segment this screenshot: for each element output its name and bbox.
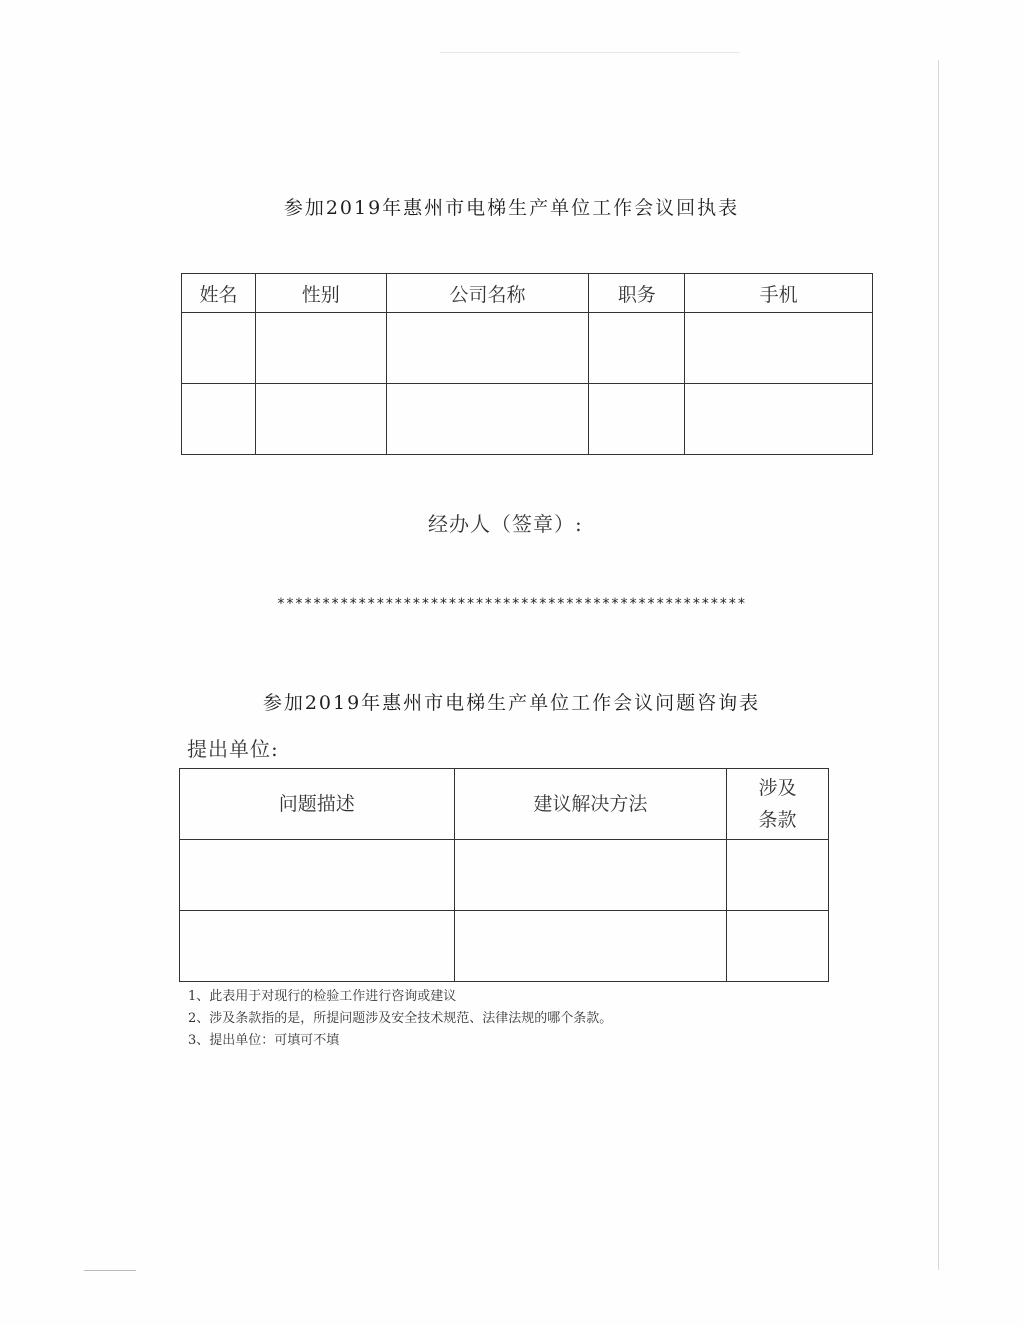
empty-cell[interactable] [727,911,829,982]
empty-cell[interactable] [180,911,455,982]
header-related-clause-line1: 涉及 [758,777,797,799]
header-phone: 手机 [685,274,873,313]
notes [188,986,612,1052]
header-issue-description: 问题描述 [180,769,455,840]
table-row [182,384,873,455]
empty-cell[interactable] [685,313,873,384]
receipt-table [181,273,873,455]
scan-edge [938,60,939,1270]
header-related-clause-line2: 条款 [758,809,797,831]
empty-cell[interactable] [180,840,455,911]
empty-cell[interactable] [727,840,829,911]
empty-cell[interactable] [454,840,727,911]
header-name: 姓名 [182,274,256,313]
scan-edge [84,1270,136,1271]
submitting-unit-label: 提出单位: [187,737,279,761]
divider-line: **************************************************** [276,596,747,612]
table-row [180,911,829,982]
empty-cell[interactable] [386,384,589,455]
consult-table [179,768,829,982]
empty-cell[interactable] [685,384,873,455]
note-item: 2、涉及条款指的是，所提问题涉及安全技术规范、法律法规的哪个条款。 [188,1011,613,1026]
note-item: 1、此表用于对现行的检验工作进行咨询或建议 [188,989,457,1004]
header-related-clause [727,769,829,840]
receipt-form-title: 参加2019年惠州市电梯生产单位工作会议回执表 [283,197,740,219]
table-header-row [180,769,829,840]
empty-cell[interactable] [182,313,256,384]
empty-cell[interactable] [589,313,685,384]
empty-cell[interactable] [589,384,685,455]
empty-cell[interactable] [386,313,589,384]
note-item: 3、提出单位：可填可不填 [188,1033,340,1048]
consult-form-title: 参加2019年惠州市电梯生产单位工作会议问题咨询表 [262,692,761,714]
header-company: 公司名称 [386,274,589,313]
table-row [180,840,829,911]
table-row [182,313,873,384]
empty-cell[interactable] [255,313,386,384]
header-gender: 性别 [255,274,386,313]
table-header-row [182,274,873,313]
empty-cell[interactable] [182,384,256,455]
signature-label: 经办人（签章）: [428,512,583,536]
header-position: 职务 [589,274,685,313]
header-suggested-solution: 建议解决方法 [454,769,727,840]
empty-cell[interactable] [255,384,386,455]
scan-edge [440,52,740,53]
empty-cell[interactable] [454,911,727,982]
